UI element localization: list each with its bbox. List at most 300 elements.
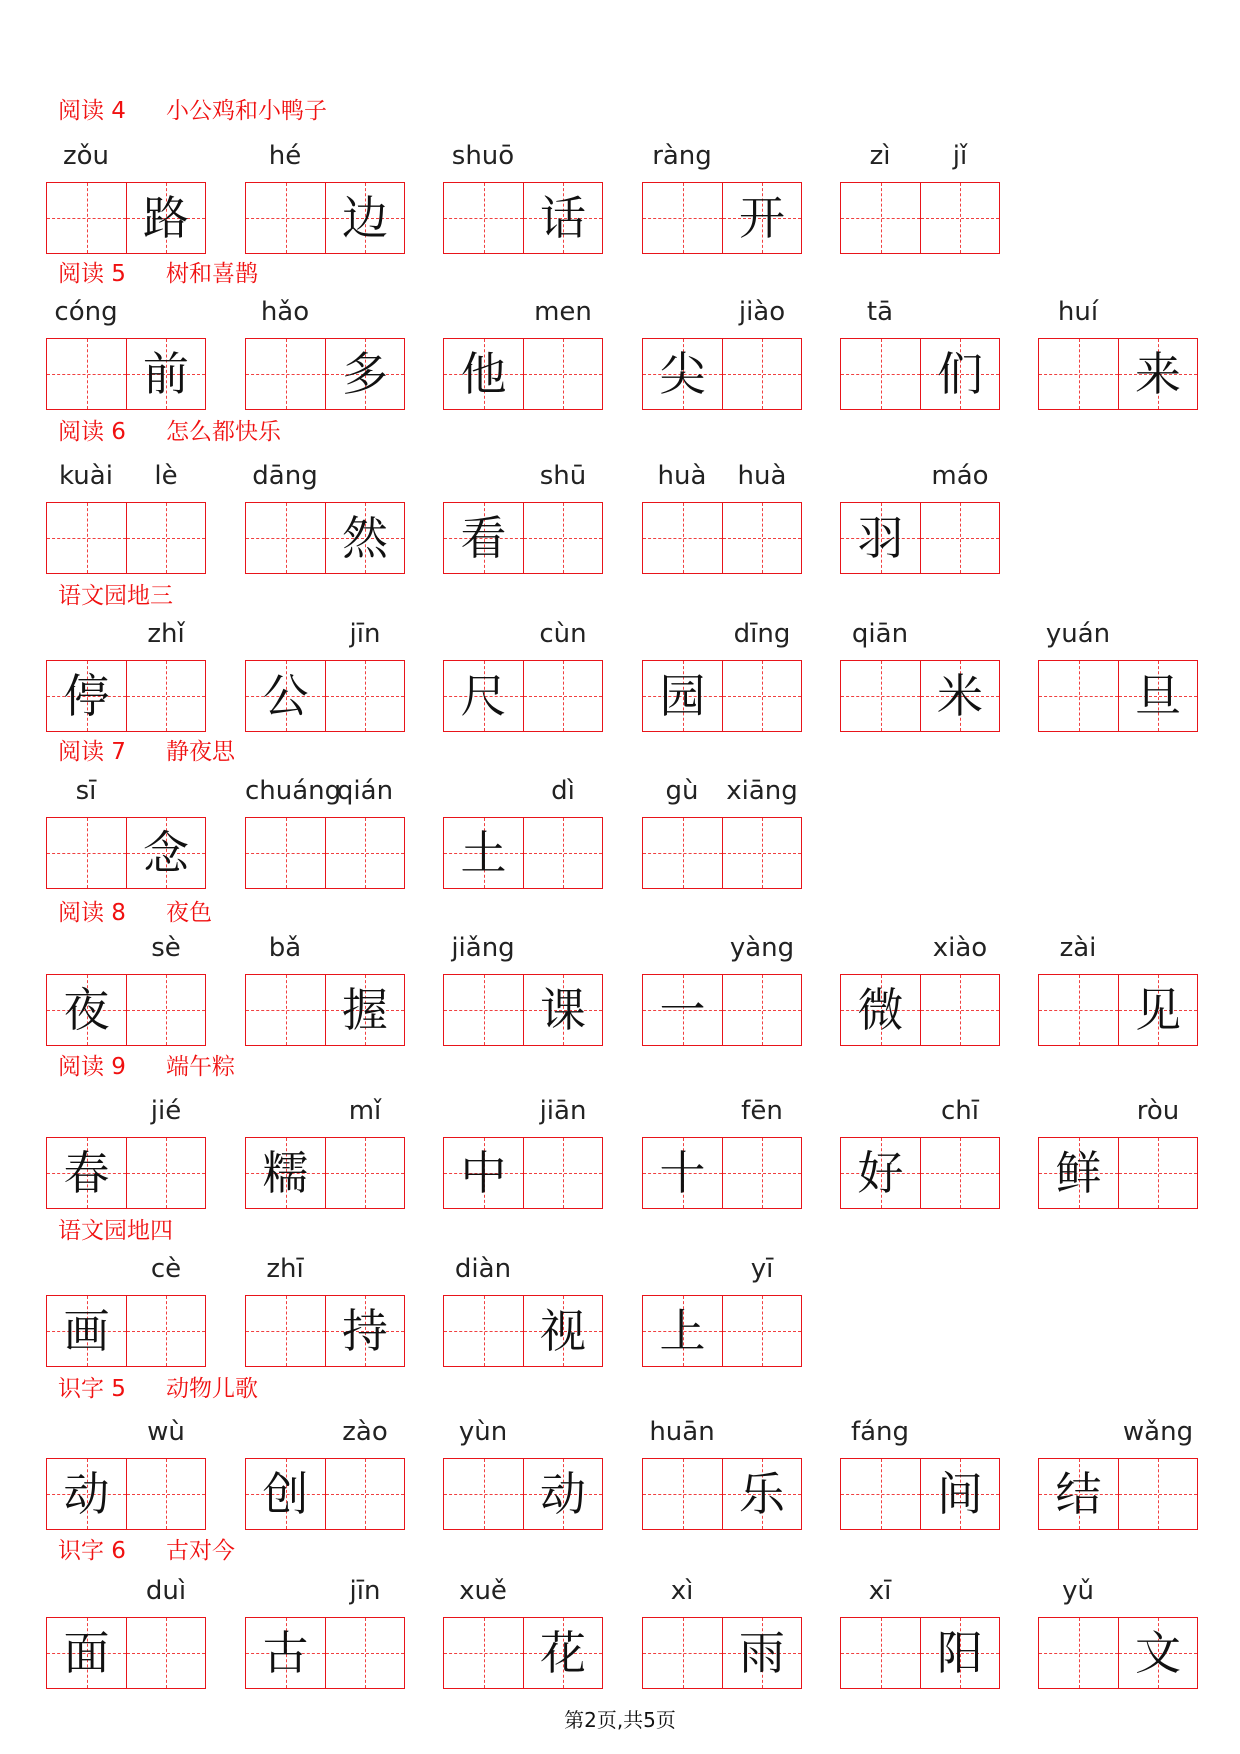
blank-writing-cell[interactable] xyxy=(523,818,602,888)
hanzi-character: 课 xyxy=(540,983,586,1037)
blank-writing-cell[interactable] xyxy=(1039,339,1118,409)
pinyin-label: jǐ xyxy=(952,141,968,171)
tianzige-box xyxy=(443,502,603,574)
pinyin-label: mǐ xyxy=(348,1096,382,1126)
hanzi-character xyxy=(841,1618,920,1688)
word-row xyxy=(0,292,1240,412)
hanzi-character xyxy=(1039,661,1118,731)
pinyin-label xyxy=(840,1091,920,1131)
tianzige-box xyxy=(46,1617,206,1689)
hanzi-character: 结 xyxy=(1055,1467,1102,1521)
hanzi-character xyxy=(246,183,325,253)
pinyin-label xyxy=(1038,1412,1118,1452)
tianzige-box xyxy=(1038,1137,1198,1209)
blank-writing-cell[interactable] xyxy=(444,975,523,1045)
blank-writing-cell[interactable] xyxy=(523,1138,602,1208)
character-cell xyxy=(920,1618,999,1688)
tianzige-box xyxy=(1038,1617,1198,1689)
blank-writing-cell[interactable] xyxy=(920,503,999,573)
blank-writing-cell[interactable] xyxy=(1039,975,1118,1045)
hanzi-character: 创 xyxy=(262,1467,309,1521)
section-heading xyxy=(58,1052,235,1082)
pinyin-label xyxy=(722,136,802,176)
blank-writing-cell[interactable] xyxy=(325,1618,404,1688)
pinyin-label xyxy=(920,1412,1000,1452)
hanzi-character: 春 xyxy=(63,1146,110,1200)
hanzi-character xyxy=(127,661,205,731)
hanzi-character xyxy=(921,503,999,573)
pinyin-label xyxy=(1118,292,1198,332)
character-cell xyxy=(643,1296,722,1366)
tianzige-box xyxy=(46,974,206,1046)
hanzi-character xyxy=(444,1459,523,1529)
section-heading xyxy=(58,737,235,767)
pinyin-label xyxy=(1118,614,1198,654)
tianzige-box xyxy=(1038,660,1198,732)
hanzi-character xyxy=(643,183,722,253)
character-cell xyxy=(1118,975,1197,1045)
lesson-number: 识字 5 xyxy=(58,1376,126,1402)
tianzige-box xyxy=(1038,338,1198,410)
pinyin-label: xī xyxy=(868,1576,892,1606)
lesson-number: 阅读 8 xyxy=(58,900,126,926)
hanzi-character xyxy=(643,1459,722,1529)
hanzi-character: 糯 xyxy=(262,1146,309,1200)
hanzi-character xyxy=(1039,975,1118,1045)
section-heading xyxy=(58,259,258,289)
hanzi-character xyxy=(921,975,999,1045)
blank-writing-cell[interactable] xyxy=(841,1618,920,1688)
section-heading xyxy=(58,1216,173,1246)
blank-writing-cell[interactable] xyxy=(722,818,801,888)
character-cell xyxy=(1118,1618,1197,1688)
hanzi-character: 视 xyxy=(540,1304,586,1358)
character-cell xyxy=(47,975,126,1045)
blank-writing-cell[interactable] xyxy=(841,1459,920,1529)
pinyin-label xyxy=(245,1412,325,1452)
tianzige-box xyxy=(245,338,405,410)
tianzige-box xyxy=(840,974,1000,1046)
hanzi-character xyxy=(246,975,325,1045)
tianzige-box xyxy=(840,1617,1000,1689)
pinyin-label: xuě xyxy=(459,1576,507,1606)
tianzige-box xyxy=(46,1137,206,1209)
character-cell xyxy=(1039,1138,1118,1208)
tianzige-box xyxy=(642,1295,802,1367)
hanzi-character: 念 xyxy=(143,826,189,880)
blank-writing-cell[interactable] xyxy=(920,975,999,1045)
pinyin-label xyxy=(126,292,206,332)
pinyin-label xyxy=(523,1571,603,1611)
character-cell xyxy=(126,339,205,409)
blank-writing-cell[interactable] xyxy=(1118,1459,1197,1529)
blank-writing-cell[interactable] xyxy=(126,1138,205,1208)
hanzi-character xyxy=(246,339,325,409)
pinyin-label xyxy=(46,928,126,968)
word-row xyxy=(0,1571,1240,1691)
character-cell xyxy=(325,975,404,1045)
hanzi-character: 阳 xyxy=(937,1626,983,1680)
pinyin-label: zhǐ xyxy=(147,619,185,649)
lesson-title: 语文园地四 xyxy=(58,1218,173,1244)
pinyin-label xyxy=(523,136,603,176)
pinyin-label xyxy=(325,1249,405,1289)
blank-writing-cell[interactable] xyxy=(643,503,722,573)
pinyin-label xyxy=(1118,1571,1198,1611)
pinyin-label: huān xyxy=(649,1417,715,1447)
hanzi-character: 尖 xyxy=(659,347,706,401)
hanzi-character: 面 xyxy=(63,1626,110,1680)
word-row xyxy=(0,928,1240,1048)
pinyin-label: cóng xyxy=(54,297,118,327)
hanzi-character: 鲜 xyxy=(1055,1146,1102,1200)
blank-writing-cell[interactable] xyxy=(722,975,801,1045)
pinyin-label xyxy=(443,771,523,811)
blank-writing-cell[interactable] xyxy=(126,1296,205,1366)
hanzi-character: 古 xyxy=(262,1626,309,1680)
hanzi-character: 见 xyxy=(1135,983,1181,1037)
tianzige-box xyxy=(443,182,603,254)
character-cell xyxy=(246,661,325,731)
tianzige-box xyxy=(245,1617,405,1689)
blank-writing-cell[interactable] xyxy=(246,818,325,888)
pinyin-label: yuán xyxy=(1045,619,1111,649)
pinyin-label xyxy=(245,614,325,654)
tianzige-box xyxy=(46,182,206,254)
blank-writing-cell[interactable] xyxy=(246,975,325,1045)
pinyin-label: dīng xyxy=(733,619,791,649)
hanzi-character xyxy=(246,1296,325,1366)
hanzi-character: 园 xyxy=(659,669,706,723)
hanzi-character: 多 xyxy=(342,347,388,401)
pinyin-label xyxy=(443,614,523,654)
blank-writing-cell[interactable] xyxy=(246,339,325,409)
pinyin-label xyxy=(1118,928,1198,968)
character-cell xyxy=(325,183,404,253)
character-cell xyxy=(444,339,523,409)
pinyin-label: duì xyxy=(145,1576,187,1606)
hanzi-character xyxy=(127,1618,205,1688)
hanzi-character xyxy=(643,818,722,888)
character-cell xyxy=(523,1618,602,1688)
section-heading xyxy=(58,417,281,447)
tianzige-box xyxy=(46,502,206,574)
word-row xyxy=(0,1249,1240,1369)
blank-writing-cell[interactable] xyxy=(246,503,325,573)
character-cell xyxy=(722,183,801,253)
pinyin-label: wù xyxy=(147,1417,185,1447)
hanzi-character: 土 xyxy=(460,826,507,880)
character-cell xyxy=(325,503,404,573)
tianzige-box xyxy=(245,974,405,1046)
character-cell xyxy=(643,1138,722,1208)
hanzi-character: 边 xyxy=(342,191,388,245)
lesson-number: 阅读 6 xyxy=(58,419,126,445)
pinyin-label: hé xyxy=(268,141,302,171)
hanzi-character xyxy=(47,818,126,888)
pinyin-label xyxy=(46,1091,126,1131)
blank-writing-cell[interactable] xyxy=(325,818,404,888)
tianzige-box xyxy=(245,660,405,732)
hanzi-character: 微 xyxy=(857,983,904,1037)
tianzige-box xyxy=(1038,1458,1198,1530)
hanzi-character xyxy=(326,1618,404,1688)
blank-writing-cell[interactable] xyxy=(1039,661,1118,731)
blank-writing-cell[interactable] xyxy=(841,183,920,253)
pinyin-label xyxy=(126,136,206,176)
blank-writing-cell[interactable] xyxy=(643,183,722,253)
hanzi-character xyxy=(524,339,602,409)
hanzi-character xyxy=(723,339,801,409)
section-heading xyxy=(58,898,212,928)
hanzi-character xyxy=(524,661,602,731)
tianzige-box xyxy=(642,1617,802,1689)
lesson-title: 静夜思 xyxy=(166,739,235,765)
hanzi-character: 开 xyxy=(739,191,785,245)
pinyin-label xyxy=(920,292,1000,332)
blank-writing-cell[interactable] xyxy=(126,503,205,573)
blank-writing-cell[interactable] xyxy=(47,183,126,253)
pinyin-label: hǎo xyxy=(260,297,310,327)
pinyin-label: ràng xyxy=(652,141,712,171)
character-cell xyxy=(920,661,999,731)
section-heading xyxy=(58,1536,235,1566)
tianzige-box xyxy=(443,817,603,889)
pinyin-label: sī xyxy=(75,776,97,806)
hanzi-character xyxy=(47,503,126,573)
hanzi-character: 羽 xyxy=(857,511,904,565)
hanzi-character xyxy=(643,1618,722,1688)
hanzi-character xyxy=(723,503,801,573)
blank-writing-cell[interactable] xyxy=(643,1459,722,1529)
pinyin-label: qiān xyxy=(851,619,909,649)
hanzi-character: 公 xyxy=(262,669,309,723)
tianzige-box xyxy=(46,817,206,889)
tianzige-box xyxy=(642,502,802,574)
word-row xyxy=(0,771,1240,891)
character-cell xyxy=(246,1138,325,1208)
hanzi-character: 间 xyxy=(937,1467,983,1521)
pinyin-label xyxy=(642,1091,722,1131)
hanzi-character: 画 xyxy=(63,1304,110,1358)
hanzi-character: 停 xyxy=(63,669,110,723)
character-cell xyxy=(722,1459,801,1529)
blank-writing-cell[interactable] xyxy=(523,339,602,409)
blank-writing-cell[interactable] xyxy=(444,1618,523,1688)
page-footer: 第2页,共5页 xyxy=(564,1708,676,1732)
hanzi-character: 旦 xyxy=(1135,669,1181,723)
blank-writing-cell[interactable] xyxy=(722,1296,801,1366)
tianzige-box xyxy=(245,502,405,574)
hanzi-character xyxy=(524,818,602,888)
character-cell xyxy=(444,1138,523,1208)
hanzi-character xyxy=(723,1138,801,1208)
pinyin-label xyxy=(443,292,523,332)
word-row xyxy=(0,456,1240,576)
pinyin-label xyxy=(443,456,523,496)
pinyin-label: cè xyxy=(150,1254,182,1284)
hanzi-character xyxy=(643,503,722,573)
hanzi-character xyxy=(444,1618,523,1688)
pinyin-label: fēn xyxy=(741,1096,783,1126)
tianzige-box xyxy=(245,182,405,254)
hanzi-character xyxy=(444,183,523,253)
blank-writing-cell[interactable] xyxy=(444,1459,523,1529)
hanzi-character xyxy=(524,1138,602,1208)
pinyin-label xyxy=(325,456,405,496)
blank-writing-cell[interactable] xyxy=(1039,1618,1118,1688)
pinyin-label xyxy=(722,1571,802,1611)
character-cell xyxy=(444,818,523,888)
pinyin-label xyxy=(840,928,920,968)
lesson-number: 识字 6 xyxy=(58,1538,126,1564)
section-heading xyxy=(58,1374,258,1404)
pinyin-label: chī xyxy=(941,1096,979,1126)
tianzige-box xyxy=(46,660,206,732)
hanzi-character xyxy=(841,1459,920,1529)
pinyin-label: sè xyxy=(151,933,181,963)
blank-writing-cell[interactable] xyxy=(325,1459,404,1529)
hanzi-character xyxy=(1039,1618,1118,1688)
blank-writing-cell[interactable] xyxy=(126,661,205,731)
blank-writing-cell[interactable] xyxy=(920,1138,999,1208)
character-cell xyxy=(1039,1459,1118,1529)
pinyin-label xyxy=(722,1412,802,1452)
word-row xyxy=(0,1412,1240,1532)
hanzi-character: 们 xyxy=(937,347,983,401)
pinyin-label xyxy=(920,614,1000,654)
hanzi-character xyxy=(127,503,205,573)
hanzi-character: 来 xyxy=(1135,347,1181,401)
blank-writing-cell[interactable] xyxy=(325,1138,404,1208)
hanzi-character xyxy=(444,1296,523,1366)
hanzi-character xyxy=(723,975,801,1045)
lesson-number: 阅读 9 xyxy=(58,1054,126,1080)
blank-writing-cell[interactable] xyxy=(444,1296,523,1366)
lesson-title: 端午粽 xyxy=(166,1054,235,1080)
tianzige-box xyxy=(840,1458,1000,1530)
blank-writing-cell[interactable] xyxy=(1118,1138,1197,1208)
blank-writing-cell[interactable] xyxy=(841,339,920,409)
tianzige-box xyxy=(642,1137,802,1209)
character-cell xyxy=(643,661,722,731)
pinyin-label: bǎ xyxy=(268,933,302,963)
hanzi-character xyxy=(841,339,920,409)
pinyin-label: qián xyxy=(336,776,394,806)
blank-writing-cell[interactable] xyxy=(126,1459,205,1529)
lesson-title: 树和喜鹊 xyxy=(166,261,258,287)
character-cell xyxy=(246,1618,325,1688)
blank-writing-cell[interactable] xyxy=(246,1296,325,1366)
hanzi-character: 中 xyxy=(460,1146,507,1200)
tianzige-box xyxy=(46,1458,206,1530)
blank-writing-cell[interactable] xyxy=(841,661,920,731)
pinyin-label xyxy=(46,1249,126,1289)
tianzige-box xyxy=(443,1458,603,1530)
blank-writing-cell[interactable] xyxy=(47,503,126,573)
hanzi-character xyxy=(444,975,523,1045)
blank-writing-cell[interactable] xyxy=(126,1618,205,1688)
hanzi-character: 好 xyxy=(857,1146,904,1200)
blank-writing-cell[interactable] xyxy=(722,503,801,573)
pinyin-label xyxy=(840,456,920,496)
character-cell xyxy=(643,975,722,1045)
hanzi-character: 话 xyxy=(540,191,586,245)
section-heading xyxy=(58,581,173,611)
character-cell xyxy=(1118,339,1197,409)
hanzi-character: 乐 xyxy=(739,1467,785,1521)
pinyin-label xyxy=(523,1249,603,1289)
pinyin-label: shū xyxy=(539,461,587,491)
blank-writing-cell[interactable] xyxy=(920,183,999,253)
blank-writing-cell[interactable] xyxy=(722,1138,801,1208)
pinyin-label: zì xyxy=(869,141,891,171)
pinyin-label xyxy=(46,1412,126,1452)
pinyin-label xyxy=(523,1412,603,1452)
blank-writing-cell[interactable] xyxy=(643,1618,722,1688)
character-cell xyxy=(126,818,205,888)
character-cell xyxy=(1118,661,1197,731)
lesson-number: 阅读 4 xyxy=(58,98,126,124)
hanzi-character: 动 xyxy=(63,1467,110,1521)
lesson-title: 语文园地三 xyxy=(58,583,173,609)
pinyin-label: zhī xyxy=(266,1254,304,1284)
blank-writing-cell[interactable] xyxy=(47,339,126,409)
character-cell xyxy=(325,1296,404,1366)
blank-writing-cell[interactable] xyxy=(444,183,523,253)
hanzi-character xyxy=(723,818,801,888)
tianzige-box xyxy=(642,182,802,254)
blank-writing-cell[interactable] xyxy=(126,975,205,1045)
hanzi-character xyxy=(1119,1138,1197,1208)
hanzi-character: 握 xyxy=(342,983,388,1037)
hanzi-character xyxy=(1119,1459,1197,1529)
pinyin-label xyxy=(46,614,126,654)
tianzige-box xyxy=(46,338,206,410)
pinyin-label: lè xyxy=(154,461,178,491)
hanzi-character: 夜 xyxy=(63,983,110,1037)
blank-writing-cell[interactable] xyxy=(325,661,404,731)
blank-writing-cell[interactable] xyxy=(523,661,602,731)
lesson-title: 古对今 xyxy=(166,1538,235,1564)
blank-writing-cell[interactable] xyxy=(47,818,126,888)
character-cell xyxy=(523,1459,602,1529)
pinyin-label xyxy=(642,614,722,654)
pinyin-label: huà xyxy=(737,461,787,491)
blank-writing-cell[interactable] xyxy=(722,661,801,731)
hanzi-character xyxy=(841,183,920,253)
character-cell xyxy=(47,1459,126,1529)
hanzi-character xyxy=(723,661,801,731)
blank-writing-cell[interactable] xyxy=(523,503,602,573)
pinyin-label xyxy=(325,928,405,968)
tianzige-box xyxy=(46,1295,206,1367)
pinyin-label xyxy=(46,1571,126,1611)
tianzige-box xyxy=(840,502,1000,574)
hanzi-character: 他 xyxy=(460,347,507,401)
tianzige-box xyxy=(443,974,603,1046)
hanzi-character: 前 xyxy=(143,347,189,401)
blank-writing-cell[interactable] xyxy=(643,818,722,888)
blank-writing-cell[interactable] xyxy=(246,183,325,253)
pinyin-label: gù xyxy=(665,776,699,806)
pinyin-label xyxy=(443,1091,523,1131)
hanzi-character xyxy=(326,661,404,731)
blank-writing-cell[interactable] xyxy=(722,339,801,409)
hanzi-character xyxy=(723,1296,801,1366)
character-cell xyxy=(643,339,722,409)
pinyin-label: tā xyxy=(866,297,894,327)
